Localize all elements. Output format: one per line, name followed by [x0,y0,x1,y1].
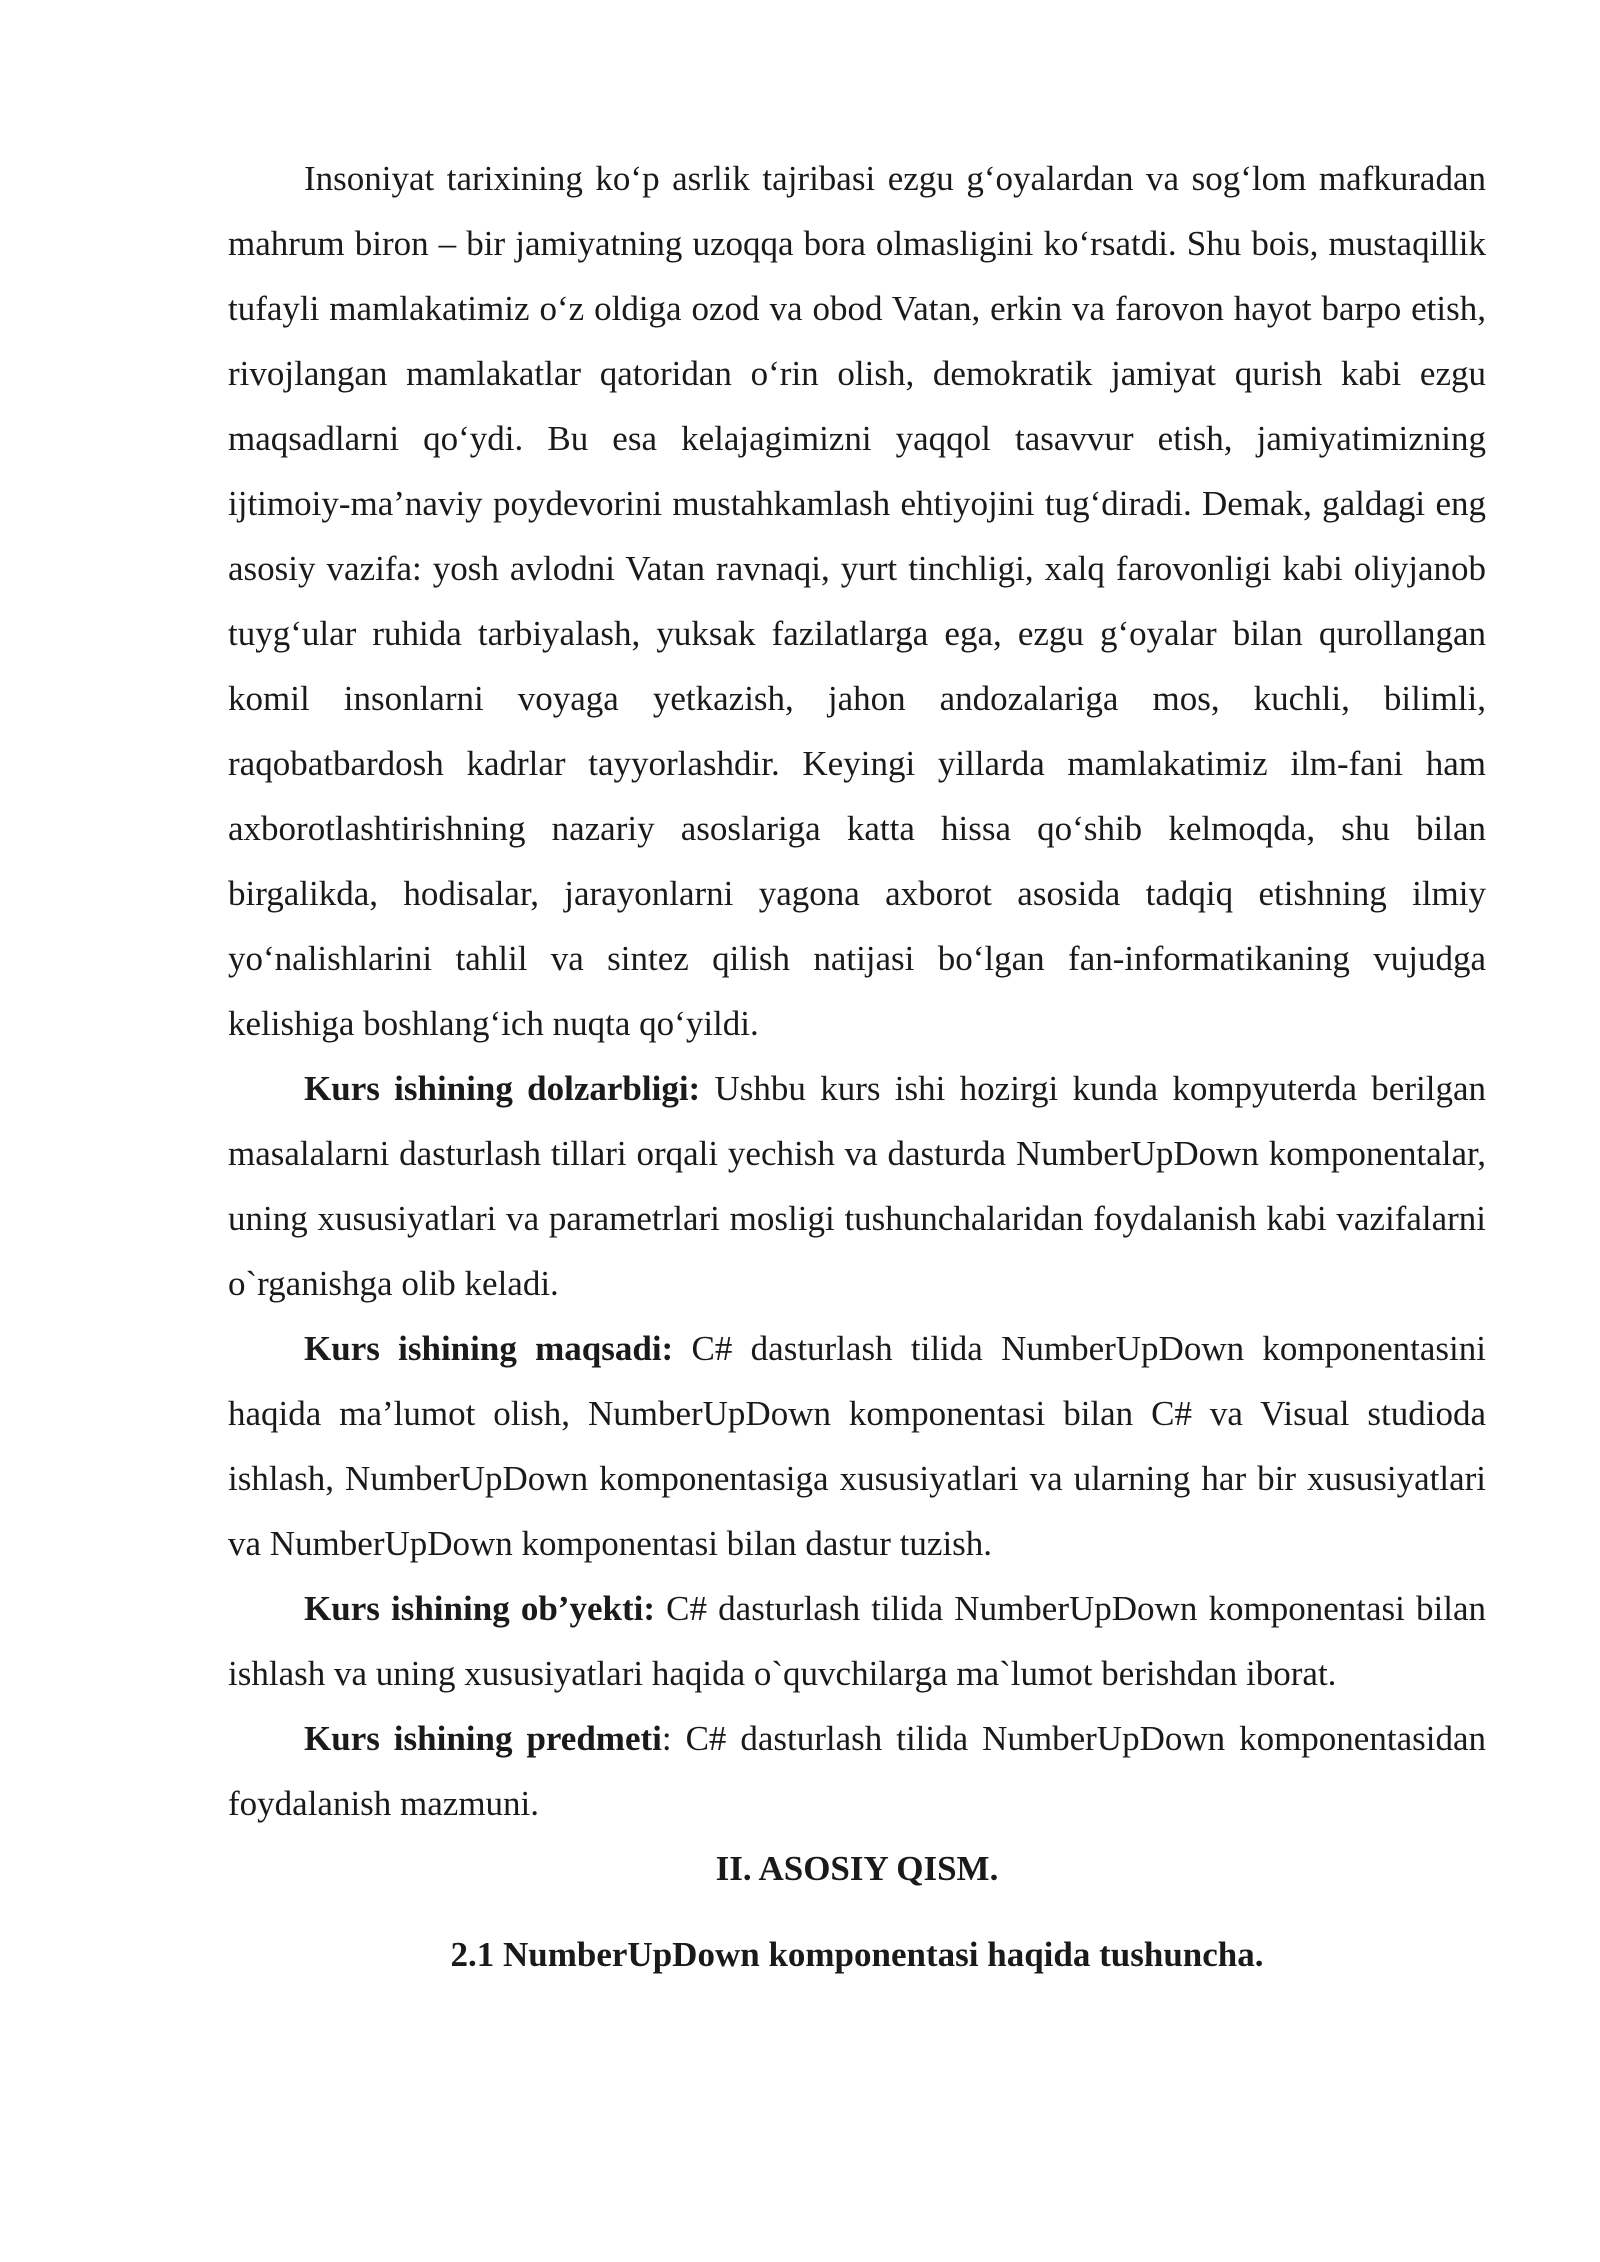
subject-text: : C# dasturlash tilida NumberUpDown komponentasidan foydalanish mazmuni. [228,1719,1486,1823]
relevance-text: Ushbu kurs ishi hozirgi kunda kompyuterda berilgan masalalarni dasturlash tillari orqali yechish va dasturda NumberUpDown komponentalar, uning xususiyatlari va parametrlari mosligi tushunchalaridan foydalanish kabi vazifalarni o`rganishga olib keladi. [228,1069,1486,1303]
goal-label: Kurs ishining maqsadi: [304,1329,674,1368]
object-paragraph [228,1576,1486,1706]
goal-text: C# dasturlash tilida NumberUpDown komponentasini haqida ma’lumot olish, NumberUpDown komponentasi bilan C# va Visual studioda ishlash, NumberUpDown komponentasiga xususiyatlari va ularning har bir xususiyatlari va NumberUpDown komponentasi bilan dastur tuzish. [228,1329,1486,1563]
document-page [228,146,1486,1987]
goal-paragraph [228,1316,1486,1576]
object-text: C# dasturlash tilida NumberUpDown komponentasi bilan ishlash va uning xususiyatlari haqida o`quvchilarga ma`lumot berishdan iborat. [228,1589,1486,1693]
intro-paragraph: Insoniyat tarixining ko‘p asrlik tajribasi ezgu g‘oyalardan va sog‘lom mafkuradan mahrum biron – bir jamiyatning uzoqqa bora olmasligini ko‘rsatdi. Shu bois, mustaqillik tufayli mamlakatimiz o‘z oldiga ozod va obod Vatan, erkin va farovon hayot barpo etish, rivojlangan mamlakatlar qatoridan o‘rin olish, demokratik jamiyat qurish kabi ezgu maqsadlarni qo‘ydi. Bu esa kelajagimizni yaqqol tasavvur etish, jamiyatimizning ijtimoiy-ma’naviy poydevorini mustahkamlash ehtiyojini tug‘diradi. Demak, galdagi eng asosiy vazifa: yosh avlodni Vatan ravnaqi, yurt tinchligi, xalq farovonligi kabi oliyjanob tuyg‘ular ruhida tarbiyalash, yuksak fazilatlarga ega, ezgu g‘oyalar bilan qurollangan komil insonlarni voyaga yetkazish, jahon andozalariga mos, kuchli, bilimli, raqobatbardosh kadrlar tayyorlashdir. Keyingi yillarda mamlakatimiz ilm-fani ham axborotlashtirishning nazariy asoslariga katta hissa qo‘shib kelmoqda, shu bilan birgalikda, hodisalar, jarayonlarni yagona axborot asosida tadqiq etishning ilmiy yo‘nalishlarini tahlil va sintez qilish natijasi bo‘lgan fan-informatikaning vujudga kelishiga boshlang‘ich nuqta qo‘yildi. [228,159,1486,1043]
subsection-heading: 2.1 NumberUpDown komponentasi haqida tushuncha. [450,1935,1264,1974]
object-label: Kurs ishining ob’yekti: [304,1589,655,1628]
subject-paragraph [228,1706,1486,1836]
relevance-paragraph [228,1056,1486,1316]
section-heading: II. ASOSIY QISM. [715,1849,999,1888]
relevance-label: Kurs ishining dolzarbligi: [304,1069,701,1108]
subject-label: Kurs ishining predmeti [304,1719,662,1758]
